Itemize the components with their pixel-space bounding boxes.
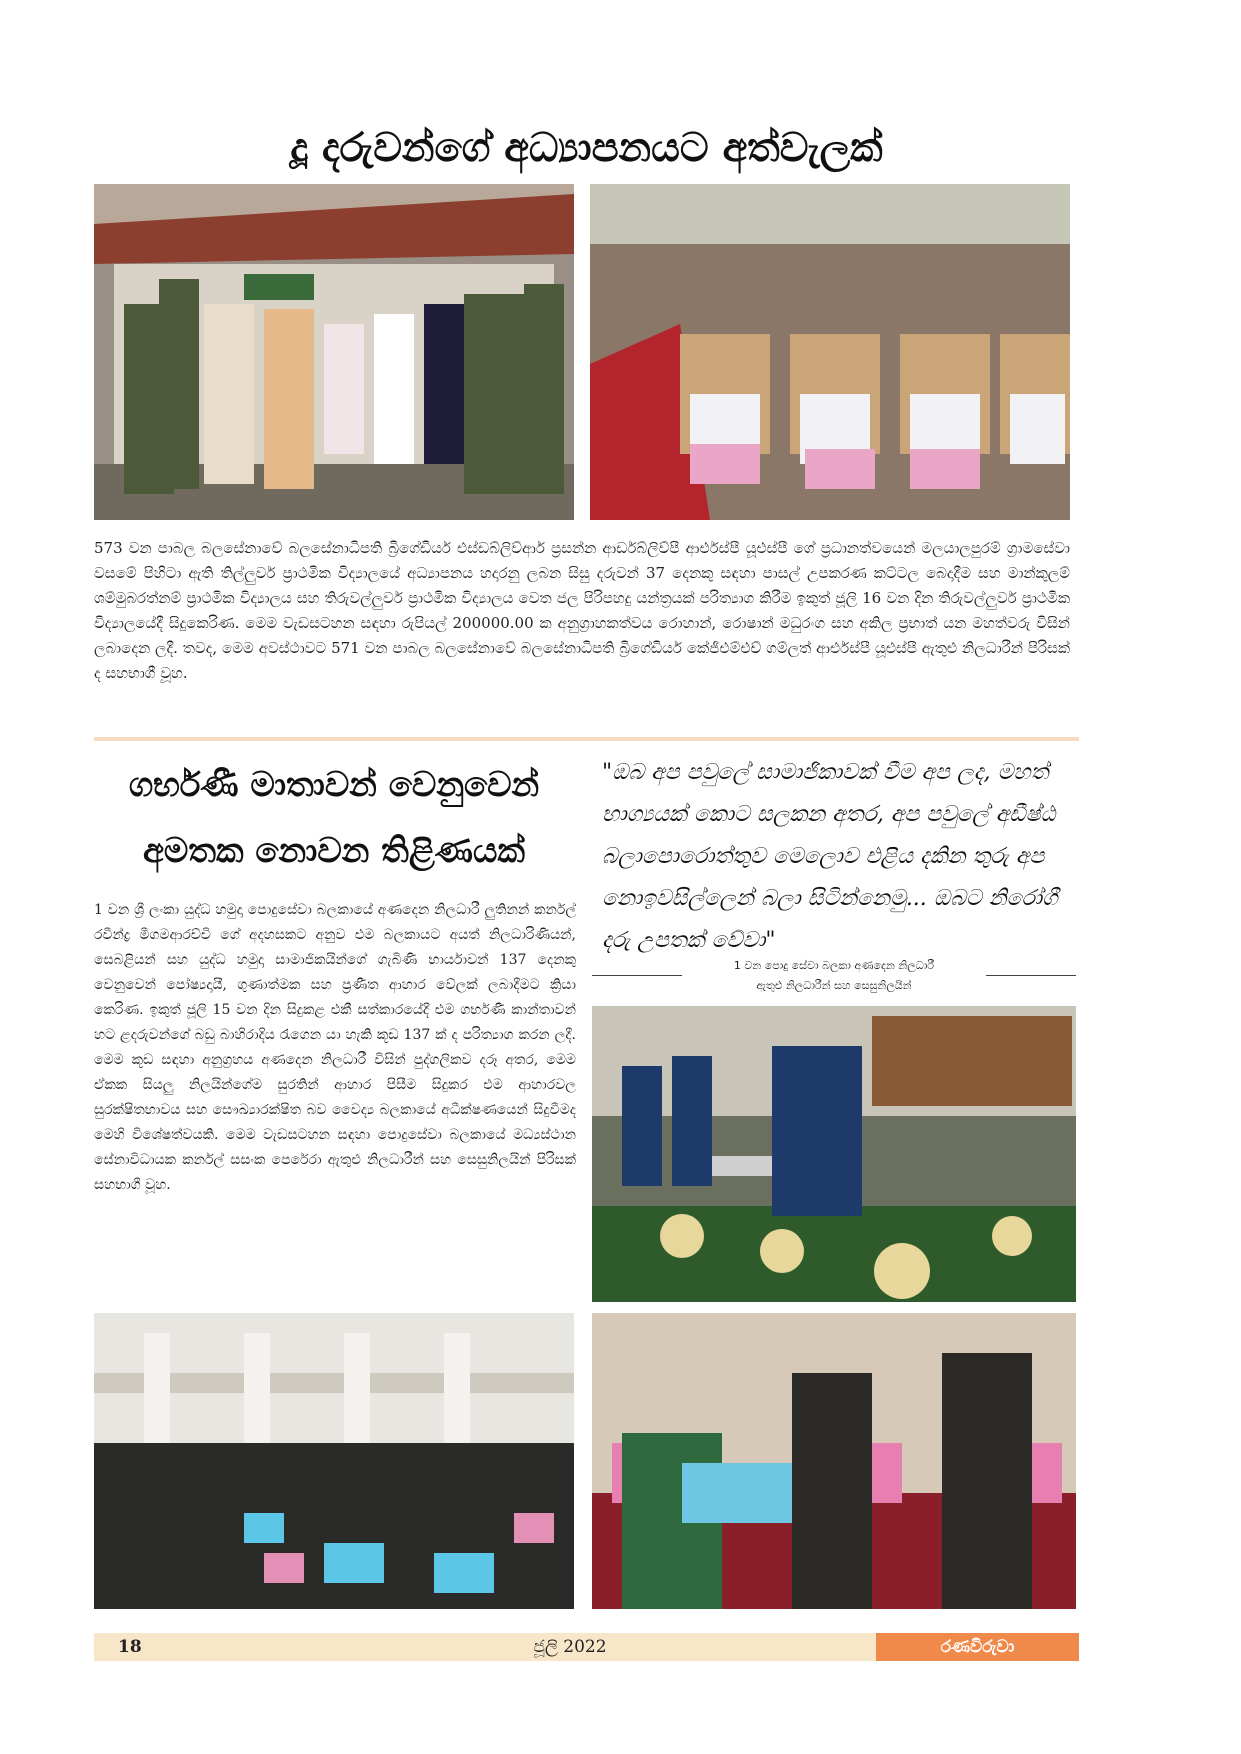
photo-soldiers-family [94,184,574,520]
article2-body: 1 වන ශ්‍රී ලංකා යුද්ධ හමුදා පොදුසේවා බලකායේ අණදෙන නිලධාරී ලුතිනන් කර්නල් රවීන්ද්‍ර මීගමආරච්චි ගේ අදහසකට අනුව එම බලකායට අයත් නිලධාරිණියන්, සෙබළියන් සහ යුද්ධ හමුදා සාමාජිකයින්ගේ ගැබිණි භාර්යාවන් 137 දෙනකු වෙනුවෙන් පෝෂ්‍යදායී, ගුණාත්මක සහ ප්‍රණීත ආහාර වේලක් ලබාදීමට ක්‍රියා කෙරිණ. ඉකුත් ජූලි 15 වන දින සිදුකළ එකී සත්කාරයේදී එම ගර්භණී කාන්තාවන් හට ළදරුවන්ගේ බඩු බාහිරාදිය රැගෙන යා හැකි කූඩ 137 ක් ද පරිත්‍යාග කරන ලදී. මෙම කූඩ සඳහා අනුග්‍රහය අණදෙන නිලධාරී විසින් පුද්ගලිකව දරූ අතර, මෙම ඒකක සියලු නිලයින්ගේම සුරතින් ආහාර පිසීම සිදුකර එම ආහාරවල සුරක්ෂිතභාවය සහ සෞඛ්‍යාරක්ෂිත බව වෛද්‍ය බලකායේ අධීක්ෂණයෙන් සිදුවීමද මෙහි විශේෂත්වයකි. මෙම වැඩසටහන සඳහා පොදුසේවා බලකායේ මධ්‍යස්ථාන සේනාවිධායක කර්නල් සසංක පෙරේරා ඇතුළු නිලධාරීන් සහ සෙසුනිලයින් පිරිසක් සහභාගී වූහ. [94,902,576,1193]
issue-date: ජූලි 2022 [533,1637,607,1657]
article2-headline-line2: අමතක නොවන තිළිණයක් [142,831,526,871]
magazine-name: රණවිරුවා [940,1637,1015,1657]
photo-serving-food [592,1006,1076,1302]
article1-headline: දූ දරුවන්ගේ අධ්‍යාපනයට අත්වැලක් [290,125,883,171]
photo-children-school-kits [590,184,1070,520]
article2-headline-line1: ගර්භණී මාතාවන් වෙනුවෙන් [128,765,540,805]
quote-attribution-line2: ඇතුළු නිලධාරීන් සහ සෙසුනිලයින් [756,979,912,992]
pull-quote: "ඔබ අප පවුලේ සාමාජිකාවක් වීම අප ලද, මහත් භාග්‍යයක් කොට සලකන අතර, අප පවුලේ අඩීෂ්ඨ බලාපොරොත්තුව මෙලොව එළිය දකින තුරු අප නොඉවසිල්ලෙන් බලා සිටින්නෙමු... ඔබට නිරෝගී දරු උපතක් වේවා" [602,760,1058,953]
photo-seated-baskets [94,1313,574,1609]
page-number: 18 [118,1637,142,1657]
quote-attribution-rule-right [986,975,1076,976]
quote-attribution-rule-left [592,975,682,976]
article1-body: 573 වන පාබල බලසේනාවේ බලසේනාධිපති බ්‍රිගේඩියර් එස්ඩබ්ලිව්ආර් ප්‍රසන්න ආර්ඩබ්ලිව්පී ආර්එස්පී යූඑස්පී ගේ ප්‍රධානත්වයෙන් මලයාලපුරම් ග්‍රාමසේවා වසමේ පිහිටා ඇති තිල්ලුවර් ප්‍රාථමික විද්‍යාලයේ අධ්‍යාපනය හදාරනු ලබන සිසු දරුවන් 37 දෙනකු සඳහා පාසල් උපකරණ කට්ටල බෙදාදීම සහ මාන්කුලම් ශම්මුබරත්නම් ප්‍රාථමික විද්‍යාලය සහ තිරුවල්ලුවර් ප්‍රාථමික විද්‍යාලය වෙත ජල පිරිපහදු යන්ත්‍රයක් පරිත්‍යාග කිරීම ඉකුත් ජූලි 16 වන දින තිරුවල්ලුවර් ප්‍රාථමික විද්‍යාලයේදී සිදුකෙරිණ. මෙම වැඩසටහන සඳහා රුපියල් 200000.00 ක අනුග්‍රාහකත්වය රොහාන්, රොෂාන් මධුරංග සහ අකිල ප්‍රභාත් යන මහත්වරු විසින් ලබාදෙන ලදී. තවද, මෙම අවස්ථාවට 571 වන පාබල බලසේනාවේ බලසේනාධිපති බ්‍රිගේඩියර් කේජීඑම්එච් ගම්ලත් ආර්එස්පී යූඑස්පී ඇතුළු නිලධාරීන් පිරිසක් ද සහභාගී වූහ. [94,539,1070,682]
section-divider [94,737,1079,741]
quote-attribution-line1: 1 වන පොදු සේවා බලකා අණදෙන නිලධාරී [733,959,935,972]
photo-presenting-basket [592,1313,1076,1609]
